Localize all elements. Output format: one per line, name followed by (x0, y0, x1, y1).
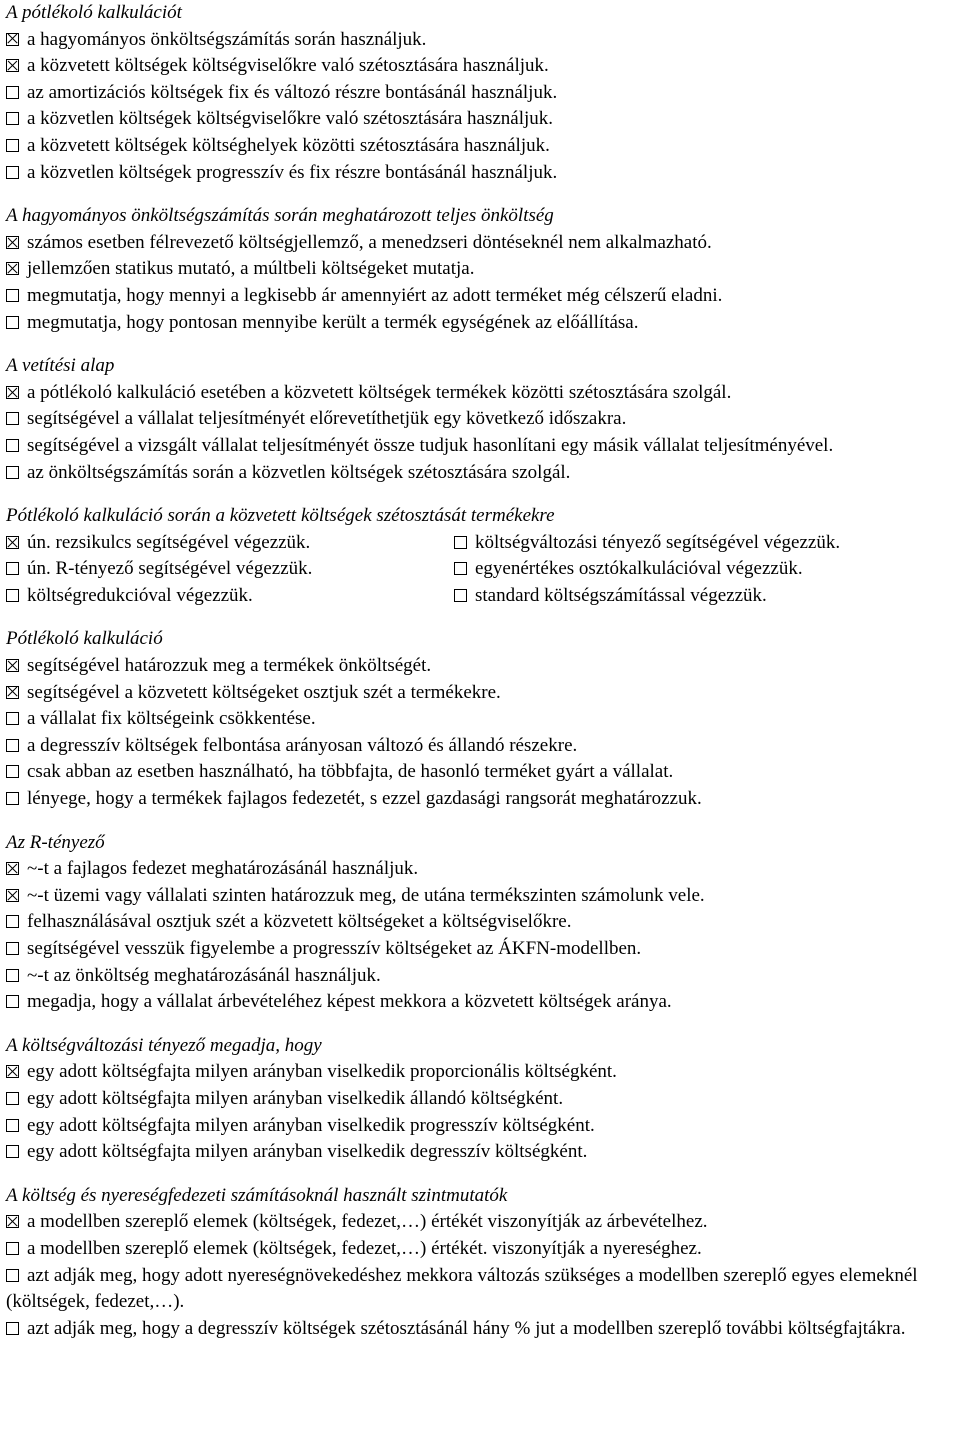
answer-option[interactable] (6, 1209, 954, 1236)
answer-option-text: költségredukcióval végezzük. (27, 584, 253, 606)
answer-option[interactable] (6, 160, 954, 187)
answer-option-text: segítségével vesszük figyelembe a progresszív költségeket az ÁKFN-modellben. (27, 938, 642, 959)
unchecked-checkbox-icon[interactable] (6, 1269, 19, 1282)
answer-option[interactable] (454, 530, 954, 557)
answer-option[interactable] (6, 963, 954, 990)
unchecked-checkbox-icon[interactable] (6, 765, 19, 778)
answer-option-text: egy adott költségfajta milyen arányban viselkedik progresszív költségként. (27, 1114, 595, 1136)
checked-checkbox-icon[interactable] (6, 59, 19, 72)
unchecked-checkbox-icon[interactable] (6, 466, 19, 479)
answer-option[interactable] (6, 133, 954, 160)
answer-option[interactable] (6, 556, 454, 583)
question-title: Pótlékoló kalkuláció során a közvetett költségek szétosztását termékekre (6, 505, 555, 527)
answer-option-text: azt adják meg, hogy a degresszív költségek szétosztásánál hány % jut a modellben szereplő további költségfajtákra. (27, 1317, 906, 1339)
answer-option[interactable] (6, 759, 954, 786)
unchecked-checkbox-icon[interactable] (454, 589, 467, 602)
unchecked-checkbox-icon[interactable] (6, 1322, 19, 1335)
checked-checkbox-icon[interactable] (6, 1065, 19, 1078)
question-block (6, 1033, 954, 1166)
answer-option-text: megadja, hogy a vállalat árbevételéhez képest mekkora a közvetett költségek aránya. (27, 991, 672, 1013)
answer-option[interactable] (6, 310, 954, 337)
options-list (6, 856, 954, 1016)
unchecked-checkbox-icon[interactable] (454, 562, 467, 575)
answer-option[interactable] (6, 1113, 954, 1140)
answer-option-text: csak abban az esetben használható, ha többfajta, de hasonló terméket gyárt a vállalat. (27, 761, 674, 783)
options-list (6, 530, 954, 610)
answer-option-text: az amortizációs költségek fix és változó részre bontásánál használjuk. (27, 81, 558, 103)
answer-option-text: ~-t a fajlagos fedezet meghatározásánál használjuk. (27, 858, 419, 880)
answer-option[interactable] (6, 1139, 954, 1166)
question-title: A költség és nyereségfedezeti számításoknál használt szintmutatók (6, 1184, 508, 1206)
answer-option[interactable] (6, 936, 954, 963)
answer-option[interactable] (6, 856, 954, 883)
question-title: Az R-tényező (6, 831, 105, 853)
unchecked-checkbox-icon[interactable] (6, 289, 19, 302)
checked-checkbox-icon[interactable] (6, 862, 19, 875)
answer-option-text: egy adott költségfajta milyen arányban viselkedik degresszív költségként. (27, 1141, 588, 1163)
unchecked-checkbox-icon[interactable] (6, 1092, 19, 1105)
options-list (6, 27, 954, 187)
unchecked-checkbox-icon[interactable] (6, 139, 19, 152)
checked-checkbox-icon[interactable] (6, 686, 19, 699)
answer-option[interactable] (6, 1086, 954, 1113)
answer-option-text: megmutatja, hogy mennyi a legkisebb ár amennyiért az adott terméket még célszerű eladni. (27, 284, 723, 306)
answer-option-text: azt adják meg, hogy adott nyereségnövekedéshez mekkora változás szükséges a modellben szereplő egyes elemeknél (költségek, fedezet,…). (6, 1264, 918, 1313)
unchecked-checkbox-icon[interactable] (6, 915, 19, 928)
answer-option-text: költségváltozási tényező segítségével végezzük. (475, 531, 841, 553)
unchecked-checkbox-icon[interactable] (6, 439, 19, 452)
checked-checkbox-icon[interactable] (6, 262, 19, 275)
question-block (6, 0, 954, 186)
answer-option-text: egy adott költségfajta milyen arányban viselkedik proporcionális költségként. (27, 1061, 617, 1083)
unchecked-checkbox-icon[interactable] (6, 1119, 19, 1132)
checked-checkbox-icon[interactable] (6, 659, 19, 672)
answer-option-text: segítségével a közvetett költségeket osztjuk szét a termékekre. (27, 681, 501, 703)
unchecked-checkbox-icon[interactable] (6, 995, 19, 1008)
checked-checkbox-icon[interactable] (6, 33, 19, 46)
answer-option[interactable] (6, 1263, 954, 1316)
unchecked-checkbox-icon[interactable] (6, 589, 19, 602)
answer-option-text: egy adott költségfajta milyen arányban viselkedik állandó költségként. (27, 1087, 564, 1109)
checked-checkbox-icon[interactable] (6, 236, 19, 249)
answer-option-text: a közvetlen költségek költségviselőkre való szétosztására használjuk. (27, 108, 554, 130)
answer-option[interactable] (6, 1236, 954, 1263)
options-list (6, 653, 954, 813)
checked-checkbox-icon[interactable] (6, 1215, 19, 1228)
answer-option[interactable] (6, 1316, 954, 1343)
unchecked-checkbox-icon[interactable] (6, 739, 19, 752)
answer-option[interactable] (6, 53, 954, 80)
question-block (6, 203, 954, 336)
answer-option-text: segítségével a vállalat teljesítményét előrevetíthetjük egy következő időszakra. (27, 408, 627, 430)
answer-option-text: segítségével határozzuk meg a termékek önköltségét. (27, 655, 432, 677)
unchecked-checkbox-icon[interactable] (454, 536, 467, 549)
answer-option[interactable] (6, 583, 454, 610)
answer-option-text: felhasználásával osztjuk szét a közvetett költségeket a költségviselőkre. (27, 911, 572, 933)
answer-option-text: a pótlékoló kalkuláció esetében a közvetett költségek termékek közötti szétosztására szolgál. (27, 381, 732, 403)
unchecked-checkbox-icon[interactable] (6, 1145, 19, 1158)
answer-option-text: a közvetett költségek költségviselőkre való szétosztására használjuk. (27, 55, 549, 77)
unchecked-checkbox-icon[interactable] (6, 166, 19, 179)
answer-option-text: segítségével a vizsgált vállalat teljesítményét össze tudjuk hasonlítani egy másik vállalat teljesítményével. (27, 434, 834, 456)
options-list (6, 230, 954, 336)
answer-option[interactable] (6, 653, 954, 680)
question-block (6, 503, 954, 609)
answer-option[interactable] (6, 380, 954, 407)
checked-checkbox-icon[interactable] (6, 889, 19, 902)
answer-option[interactable] (6, 460, 954, 487)
answer-option-text: a hagyományos önköltségszámítás során használjuk. (27, 28, 427, 50)
answer-option-text: a modellben szereplő elemek (költségek, fedezet,…) értékét. viszonyítják a nyereséghez. (27, 1237, 702, 1259)
answer-option[interactable] (6, 80, 954, 107)
answer-option[interactable] (6, 1059, 954, 1086)
answer-option-text: ~-t üzemi vagy vállalati szinten határozzuk meg, de utána termékszinten számolunk vele. (27, 884, 705, 906)
answer-option-text: jellemzően statikus mutató, a múltbeli költségeket mutatja. (27, 258, 475, 280)
unchecked-checkbox-icon[interactable] (6, 942, 19, 955)
answer-option[interactable] (6, 530, 454, 557)
answer-option[interactable] (6, 909, 954, 936)
unchecked-checkbox-icon[interactable] (6, 316, 19, 329)
question-block (6, 626, 954, 812)
question-block (6, 830, 954, 1016)
answer-option[interactable] (6, 256, 954, 283)
answer-option-text: standard költségszámítással végezzük. (475, 584, 767, 606)
question-title: A vetítési alap (6, 355, 115, 377)
unchecked-checkbox-icon[interactable] (6, 86, 19, 99)
unchecked-checkbox-icon[interactable] (6, 1242, 19, 1255)
unchecked-checkbox-icon[interactable] (6, 969, 19, 982)
unchecked-checkbox-icon[interactable] (6, 412, 19, 425)
answer-option[interactable] (6, 733, 954, 760)
answer-option-text: a modellben szereplő elemek (költségek, fedezet,…) értékét viszonyítják az árbevételhez. (27, 1211, 708, 1233)
options-list (6, 380, 954, 486)
options-list (6, 1209, 954, 1342)
answer-option[interactable] (454, 556, 954, 583)
answer-option[interactable] (6, 27, 954, 54)
question-title: A költségváltozási tényező megadja, hogy (6, 1034, 322, 1056)
question-block (6, 1183, 954, 1343)
answer-option[interactable] (6, 230, 954, 257)
question-title: A hagyományos önköltségszámítás során meghatározott teljes önköltség (6, 205, 554, 227)
checked-checkbox-icon[interactable] (6, 386, 19, 399)
answer-option[interactable] (6, 680, 954, 707)
question-title: A pótlékoló kalkulációt (6, 2, 182, 23)
answer-option[interactable] (6, 433, 954, 460)
question-block (6, 353, 954, 486)
unchecked-checkbox-icon[interactable] (6, 112, 19, 125)
answer-option[interactable] (6, 706, 954, 733)
answer-option-text: egyenértékes osztókalkulációval végezzük. (475, 558, 803, 580)
answer-option[interactable] (454, 583, 954, 610)
answer-option-text: számos esetben félrevezető költségjellemző, a menedzseri döntéseknél nem alkalmazható. (27, 231, 712, 253)
answer-option[interactable] (6, 989, 954, 1016)
answer-option-text: a közvetlen költségek progresszív és fix részre bontásánál használjuk. (27, 161, 558, 183)
answer-option-text: ~-t az önköltség meghatározásánál használjuk. (27, 964, 381, 986)
checked-checkbox-icon[interactable] (6, 536, 19, 549)
answer-option[interactable] (6, 283, 954, 310)
answer-option[interactable] (6, 883, 954, 910)
unchecked-checkbox-icon[interactable] (6, 792, 19, 805)
answer-option[interactable] (6, 106, 954, 133)
question-title: Pótlékoló kalkuláció (6, 628, 163, 650)
unchecked-checkbox-icon[interactable] (6, 712, 19, 725)
answer-option-text: lényege, hogy a termékek fajlagos fedezetét, s ezzel gazdasági rangsorát meghatározzuk. (27, 788, 702, 810)
answer-option-text: ún. rezsikulcs segítségével végezzük. (27, 531, 311, 553)
answer-option-text: megmutatja, hogy pontosan mennyibe került a termék egységének az előállítása. (27, 311, 639, 333)
answer-option[interactable] (6, 406, 954, 433)
answer-option-text: a vállalat fix költségeink csökkentése. (27, 708, 316, 730)
answer-option-text: a degresszív költségek felbontása arányosan változó és állandó részekre. (27, 734, 578, 756)
answer-option-text: ún. R-tényező segítségével végezzük. (27, 558, 313, 580)
answer-option-text: az önköltségszámítás során a közvetlen költségek szétosztására szolgál. (27, 461, 571, 483)
unchecked-checkbox-icon[interactable] (6, 562, 19, 575)
answer-option-text: a közvetett költségek költséghelyek közötti szétosztására használjuk. (27, 134, 550, 156)
options-list (6, 1059, 954, 1165)
answer-option[interactable] (6, 786, 954, 813)
